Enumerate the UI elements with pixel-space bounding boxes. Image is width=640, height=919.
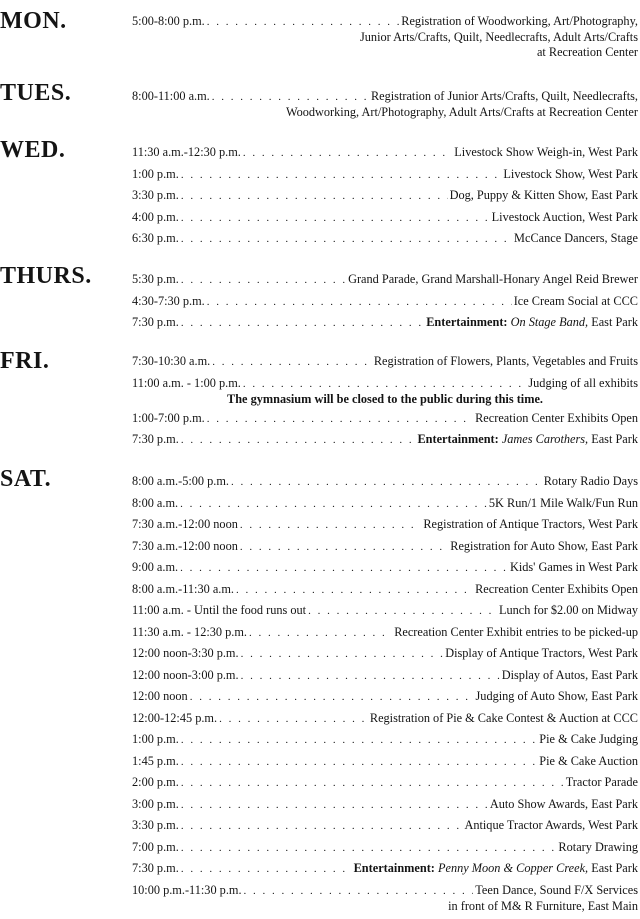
schedule-row	[132, 539, 638, 561]
dot-leader	[181, 316, 424, 331]
dot-leader	[181, 841, 557, 856]
time: 8:00 a.m.-5:00 p.m.	[132, 474, 230, 488]
dot-leader	[236, 583, 473, 598]
dot-leader	[241, 669, 500, 684]
dot-leader	[212, 355, 372, 370]
event: Recreation Center Exhibits Open	[475, 410, 638, 425]
time: 3:00 p.m.	[132, 796, 179, 811]
event: Judging of Auto Show, East Park	[475, 689, 638, 703]
time: 12:00 noon-3:30 p.m.	[132, 646, 239, 660]
time: 11:30 a.m. - 12:30 p.m.	[132, 624, 247, 639]
schedule-row	[132, 315, 638, 337]
schedule-row	[132, 711, 638, 733]
schedule-row	[132, 732, 638, 754]
time: 1:00 p.m.	[132, 166, 179, 181]
sat-block	[132, 474, 638, 919]
schedule-row	[132, 818, 638, 840]
event: Tractor Parade	[565, 775, 638, 789]
thurs-block	[132, 272, 638, 337]
dot-leader	[207, 15, 400, 30]
event: Grand Parade, Grand Marshall-Honary Angel Reid Brewer	[348, 272, 638, 286]
event: McCance Dancers, Stage	[514, 231, 638, 245]
schedule-row	[132, 376, 638, 411]
schedule-row	[132, 883, 638, 919]
time: 12:00 noon-3:00 p.m.	[132, 667, 239, 682]
schedule-row	[132, 582, 638, 604]
event: Registration of Junior Arts/Crafts, Quilt, Needlecrafts,	[370, 89, 638, 103]
dot-leader	[181, 211, 490, 226]
dot-leader	[243, 146, 452, 161]
day-heading-tues: TUES.	[0, 80, 72, 106]
event: Pie & Cake Auction	[539, 753, 638, 768]
event: Display of Autos, East Park	[501, 667, 638, 682]
tues-block	[132, 89, 638, 125]
event: Pie & Cake Judging	[539, 732, 638, 746]
event: Display of Antique Tractors, West Park	[445, 646, 638, 660]
dot-leader	[240, 518, 421, 533]
schedule-row	[132, 354, 638, 376]
wed-block	[132, 145, 638, 253]
dot-leader	[207, 295, 512, 310]
entertainment-event	[417, 432, 638, 447]
dot-leader	[308, 604, 497, 619]
event: Registration of Flowers, Plants, Vegetables and Fruits	[373, 354, 638, 368]
schedule-row	[132, 89, 638, 125]
day-heading-thurs: THURS.	[0, 263, 92, 289]
event: Registration of Pie & Cake Contest & Auction at CCC	[369, 710, 638, 725]
entertainment-label: Entertainment:	[426, 315, 508, 329]
schedule-row	[132, 775, 638, 797]
time: 7:30 a.m.-12:00 noon	[132, 517, 238, 531]
time: 10:00 p.m.-11:30 p.m.	[132, 882, 242, 897]
schedule-row	[132, 188, 638, 210]
time: 1:00-7:00 p.m.	[132, 410, 205, 425]
event: Recreation Center Exhibit entries to be picked-up	[394, 624, 638, 639]
schedule-row	[132, 14, 638, 65]
schedule-row	[132, 754, 638, 776]
time: 7:30-10:30 a.m.	[132, 354, 211, 368]
day-heading-mon: MON.	[0, 8, 67, 34]
schedule-row	[132, 145, 638, 167]
dot-leader	[243, 377, 527, 392]
event: Registration of Antique Tractors, West Park	[423, 517, 638, 531]
event: Auto Show Awards, East Park	[489, 796, 638, 811]
time: 12:00 noon	[132, 689, 188, 703]
dot-leader	[180, 561, 508, 576]
event: Registration of Woodworking, Art/Photography,	[401, 14, 638, 28]
schedule-row	[132, 861, 638, 883]
event: Livestock Show, West Park	[503, 166, 638, 181]
time: 1:00 p.m.	[132, 732, 179, 746]
time: 4:30-7:30 p.m.	[132, 293, 205, 308]
schedule-row	[132, 560, 638, 582]
event: Lunch for $2.00 on Midway	[498, 603, 638, 617]
time: 11:00 a.m. - 1:00 p.m.	[132, 375, 241, 390]
dot-leader	[181, 862, 352, 877]
day-heading-fri: FRI.	[0, 348, 50, 374]
event: Livestock Show Weigh-in, West Park	[454, 145, 638, 159]
time: 5:30 p.m.	[132, 272, 179, 286]
dot-leader	[181, 798, 488, 813]
event: Kids' Games in West Park	[509, 560, 638, 574]
time: 1:45 p.m.	[132, 753, 179, 768]
event-continued: Junior Arts/Crafts, Quilt, Needlecrafts, Adult Arts/Crafts	[359, 30, 638, 44]
schedule-row	[132, 840, 638, 862]
dot-leader	[212, 90, 369, 105]
entertainment-label: Entertainment:	[353, 861, 435, 875]
fri-block	[132, 354, 638, 454]
mon-block	[132, 14, 638, 65]
event: Registration for Auto Show, East Park	[450, 538, 638, 553]
schedule-row	[132, 496, 638, 518]
time: 11:30 a.m.-12:30 p.m.	[132, 145, 241, 159]
dot-leader	[181, 273, 346, 288]
dot-leader	[240, 540, 448, 555]
entertainment-event	[354, 861, 638, 876]
schedule-row	[132, 167, 638, 189]
time: 4:00 p.m.	[132, 209, 179, 224]
schedule-row	[132, 272, 638, 294]
dot-leader	[181, 776, 564, 791]
time: 8:00-11:00 a.m.	[132, 89, 210, 103]
dot-leader	[181, 755, 537, 770]
dot-leader	[181, 819, 463, 834]
dot-leader	[181, 733, 537, 748]
time: 7:30 a.m.-12:00 noon	[132, 538, 238, 553]
dot-leader	[180, 497, 487, 512]
venue: East Park	[591, 432, 638, 446]
event-continued: in front of M& R Furniture, East Main	[448, 898, 638, 913]
schedule-row	[132, 231, 638, 253]
event-continued: at Recreation Center	[536, 45, 638, 59]
time: 3:30 p.m.	[132, 188, 179, 202]
schedule-row	[132, 474, 638, 496]
dot-leader	[181, 168, 502, 183]
time: 11:00 a.m. - Until the food runs out	[132, 603, 307, 617]
time: 8:00 a.m.	[132, 495, 179, 510]
time: 7:30 p.m.	[132, 861, 179, 875]
act-name: Penny Moon & Copper Creek,	[437, 861, 589, 875]
event: Dog, Puppy & Kitten Show, East Park	[449, 188, 638, 202]
day-heading-sat: SAT.	[0, 466, 52, 492]
event: Antique Tractor Awards, West Park	[464, 818, 638, 832]
schedule-row	[132, 411, 638, 433]
schedule-row	[132, 797, 638, 819]
time: 3:30 p.m.	[132, 818, 179, 832]
dot-leader	[181, 189, 448, 204]
dot-leader	[249, 626, 392, 641]
schedule-row	[132, 646, 638, 668]
gymnasium-notice: The gymnasium will be closed to the public during this time.	[227, 391, 543, 406]
schedule-row	[132, 689, 638, 711]
event: Recreation Center Exhibits Open	[475, 581, 638, 596]
time: 12:00-12:45 p.m.	[132, 710, 218, 725]
time: 9:00 a.m.	[132, 560, 179, 574]
time: 7:30 p.m.	[132, 432, 179, 446]
day-heading-wed: WED.	[0, 137, 66, 163]
event: Ice Cream Social at CCC	[513, 293, 638, 308]
time: 7:00 p.m.	[132, 839, 179, 854]
venue: East Park	[591, 315, 638, 329]
event: Rotary Drawing	[558, 839, 638, 854]
schedule-row	[132, 210, 638, 232]
event: Teen Dance, Sound F/X Services	[475, 882, 638, 897]
time: 5:00-8:00 p.m.	[132, 14, 205, 28]
entertainment-label: Entertainment:	[417, 432, 499, 446]
event: Livestock Auction, West Park	[491, 209, 638, 224]
schedule-row	[132, 517, 638, 539]
time: 7:30 p.m.	[132, 315, 179, 329]
dot-leader	[219, 712, 368, 727]
event: Judging of all exhibits	[528, 375, 638, 390]
dot-leader	[231, 475, 542, 490]
event: 5K Run/1 Mile Walk/Fun Run	[488, 495, 638, 510]
dot-leader	[207, 412, 473, 427]
schedule-row	[132, 603, 638, 625]
schedule-row	[132, 668, 638, 690]
entertainment-event	[426, 315, 638, 330]
venue: East Park	[591, 861, 638, 875]
dot-leader	[181, 232, 512, 247]
time: 6:30 p.m.	[132, 231, 179, 245]
schedule-row	[132, 294, 638, 316]
dot-leader	[181, 433, 416, 448]
schedule-row	[132, 432, 638, 454]
dot-leader	[190, 690, 474, 705]
time: 8:00 a.m.-11:30 a.m.	[132, 581, 235, 596]
event: Rotary Radio Days	[543, 474, 638, 488]
time: 2:00 p.m.	[132, 775, 179, 789]
act-name: On Stage Band,	[510, 315, 589, 329]
dot-leader	[241, 647, 444, 662]
dot-leader	[244, 884, 474, 899]
schedule-row	[132, 625, 638, 647]
act-name: James Carothers,	[501, 432, 589, 446]
event-continued: Woodworking, Art/Photography, Adult Arts/Crafts at Recreation Center	[285, 105, 638, 119]
